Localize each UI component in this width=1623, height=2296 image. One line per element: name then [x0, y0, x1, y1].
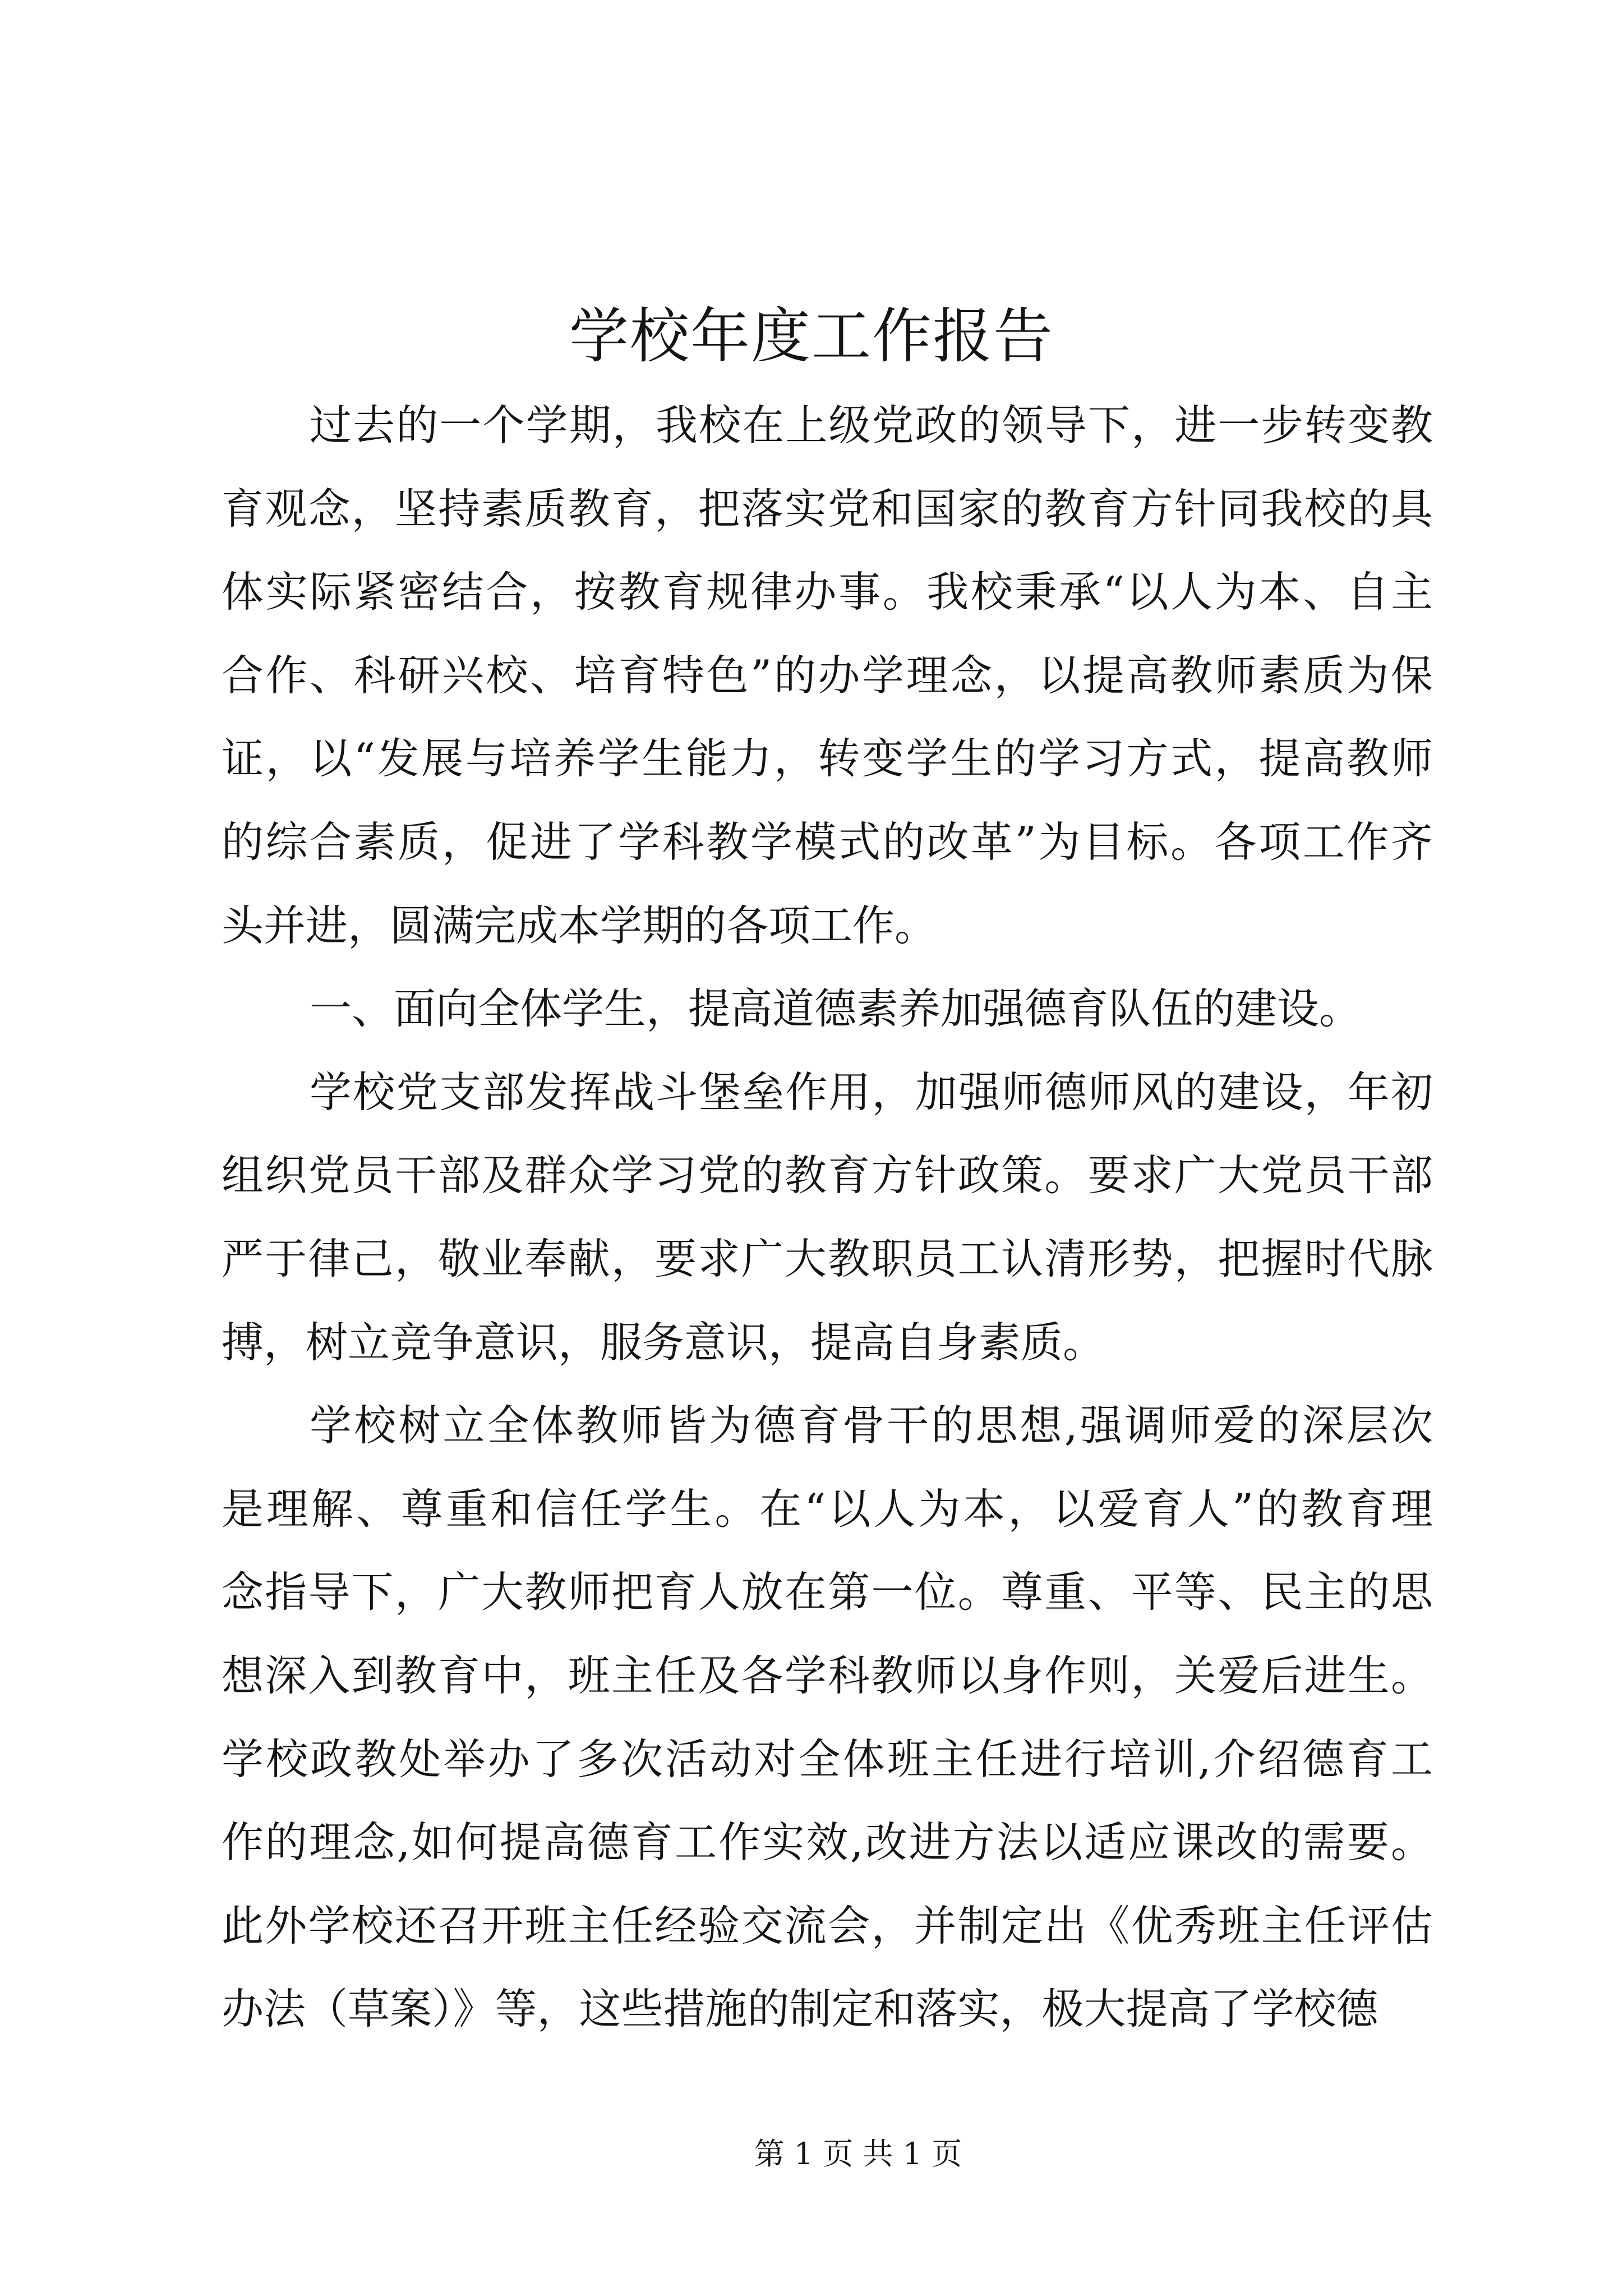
text-line: 办法（草案）》等，这些措施的制定和落实，极大提高了学校德: [222, 1984, 1378, 2034]
text-line: 体实际紧密结合，按教育规律办事。我校秉承“以人为本、自主: [222, 567, 1433, 617]
text-line: 学校党支部发挥战斗堡垒作用，加强师德师风的建设，年初: [310, 1067, 1433, 1117]
text-line: 想深入到教育中，班主任及各学科教师以身作则，关爱后进生。: [222, 1650, 1433, 1700]
paragraph: [222, 1051, 1433, 1384]
text-line: 搏，树立竞争意识，服务意识，提高自身素质。: [222, 1317, 1105, 1367]
document-body: [222, 384, 1433, 2051]
paragraph: [222, 1384, 1433, 2051]
text-line: 育观念，坚持素质教育，把落实党和国家的教育方针同我校的具: [222, 484, 1433, 533]
text-line: 此外学校还召开班主任经验交流会，并制定出《优秀班主任评估: [222, 1901, 1433, 1950]
text-line: 作的理念,如何提高德育工作实效,改进方法以适应课改的需要。: [222, 1818, 1433, 1867]
paragraph: [222, 384, 1433, 967]
page-footer: 第 1 页 共 1 页: [754, 2136, 962, 2171]
text-line: 头并进，圆满完成本学期的各项工作。: [222, 900, 937, 950]
document-title: 学校年度工作报告: [569, 302, 1054, 371]
text-line: 一、面向全体学生，提高道德素养加强德育队伍的建设。: [310, 984, 1362, 1034]
text-line: 是理解、尊重和信任学生。在“以人为本，以爱育人”的教育理: [222, 1484, 1433, 1534]
text-line: 学校树立全体教师皆为德育骨干的思想,强调师爱的深层次: [310, 1401, 1433, 1451]
paragraph: [222, 967, 1433, 1051]
text-line: 念指导下，广大教师把育人放在第一位。尊重、平等、民主的思: [222, 1567, 1433, 1617]
text-line: 证，以“发展与培养学生能力，转变学生的学习方式，提高教师: [222, 734, 1433, 784]
text-line: 的综合素质，促进了学科教学模式的改革”为目标。各项工作齐: [222, 817, 1433, 867]
text-line: 学校政教处举办了多次活动对全体班主任进行培训,介绍德育工: [222, 1734, 1433, 1784]
text-line: 组织党员干部及群众学习党的教育方针政策。要求广大党员干部: [222, 1151, 1433, 1200]
text-line: 过去的一个学期，我校在上级党政的领导下，进一步转变教: [310, 401, 1433, 450]
text-line: 合作、科研兴校、培育特色”的办学理念，以提高教师素质为保: [222, 650, 1433, 700]
text-line: 严于律己，敬业奉献，要求广大教职员工认清形势，把握时代脉: [222, 1234, 1433, 1283]
